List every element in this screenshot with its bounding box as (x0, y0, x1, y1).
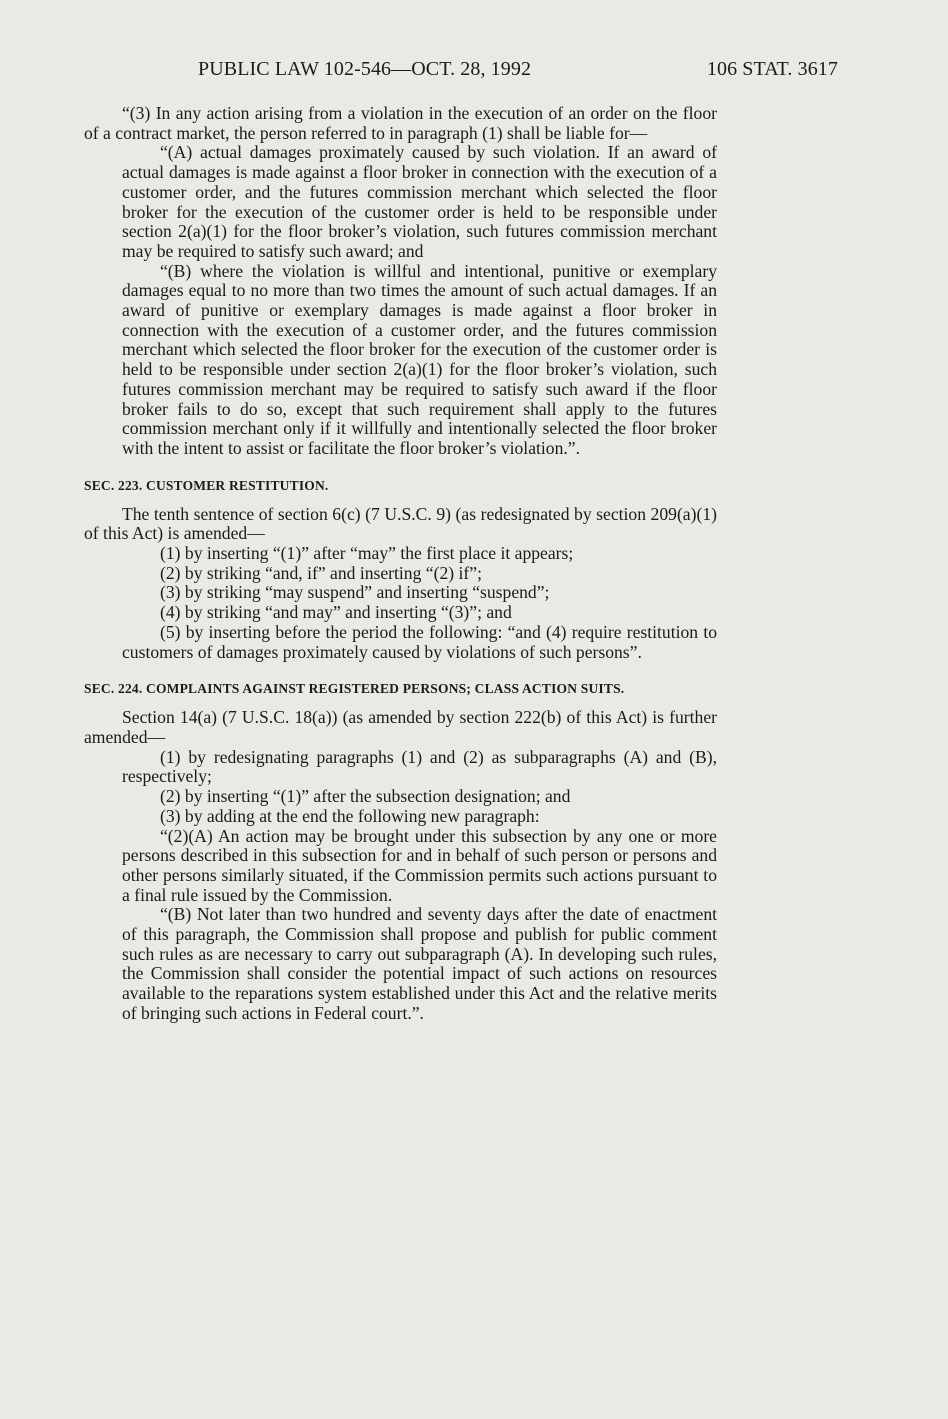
section-224-quoted-paragraph: “(2)(A) An action may be brought under this subsection by any one or more persons described in this subsection for and in behalf of such person or persons and other persons similarly situated, if the Commission permits such actions pursuant to a final rule issued by the Commission. (122, 825, 717, 905)
section-224-quoted-paragraph: “(B) Not later than two hundred and seventy days after the date of enactment of this paragraph, the Commission shall propose and publish for public comment such rules as are necessary to carry out subparagraph (A). In developing such rules, the Commission shall consider the potential impact of such actions on resources available to the reparations system established under this Act and the relative merits of bringing such actions in Federal court.”. (122, 904, 717, 1023)
statute-page-number: 106 STAT. 3617 (706, 58, 838, 80)
running-header (198, 58, 838, 88)
section-223-item: (1) by inserting “(1)” after “may” the first place it appears; (160, 543, 574, 564)
section-223-item: (4) by striking “and may” and inserting “(3)”; and (160, 602, 512, 623)
section-223-intro: The tenth sentence of section 6(c) (7 U.S.C. 9) (as redesignated by section 209(a)(1) of this Act) is amended— (84, 503, 717, 544)
public-law-citation: PUBLIC LAW 102-546—OCT. 28, 1992 (198, 58, 532, 80)
subparagraph-b: “(B) where the violation is willful and intentional, punitive or exemplary damages equal to no more than two times the amount of such actual damages. If an award of punitive or exemplary damages is made against a floor broker in connection with the execution of a customer order, and the futures commission merchant which selected the floor broker for the execution of the customer order is held to be responsible under section 2(a)(1) for the floor broker’s violation, such futures commission merchant may be required to satisfy such award if the floor broker fails to do so, except that such requirement shall apply to the futures commission merchant only if it willfully and intentionally selected the floor broker with the intent to assist or facilitate the floor broker’s violation.”. (122, 260, 717, 458)
section-224-heading: SEC. 224. COMPLAINTS AGAINST REGISTERED PERSONS; CLASS ACTION SUITS. (84, 681, 625, 697)
document-body (84, 104, 717, 1024)
section-223-item: (5) by inserting before the period the following: “and (4) require restitution to customers of damages proximately caused by violations of such persons”. (122, 621, 717, 662)
section-224-item: (2) by inserting “(1)” after the subsection designation; and (160, 786, 571, 807)
section-223-item: (3) by striking “may suspend” and inserting “suspend”; (160, 582, 550, 603)
section-223-heading: SEC. 223. CUSTOMER RESTITUTION. (84, 477, 329, 493)
section-223-item: (2) by striking “and, if” and inserting “(2) if”; (160, 562, 482, 583)
subparagraph-a: “(A) actual damages proximately caused by such violation. If an award of actual damages is made against a floor broker in connection with the execution of a customer order, and the futures commission merchant which selected the floor broker for the execution of the customer order is held to be responsible under section 2(a)(1) for the floor broker’s violation, such futures commission merchant may be required to satisfy such award; and (122, 142, 717, 261)
section-224-item: (3) by adding at the end the following new paragraph: (160, 805, 540, 826)
paragraph-3: “(3) In any action arising from a violation in the execution of an order on the floor of a contract market, the person referred to in paragraph (1) shall be liable for— (84, 103, 717, 143)
section-224-intro: Section 14(a) (7 U.S.C. 18(a)) (as amended by section 222(b) of this Act) is further amended— (84, 707, 717, 747)
section-224-item: (1) by redesignating paragraphs (1) and (2) as subparagraphs (A) and (B), respectively; (122, 746, 717, 787)
